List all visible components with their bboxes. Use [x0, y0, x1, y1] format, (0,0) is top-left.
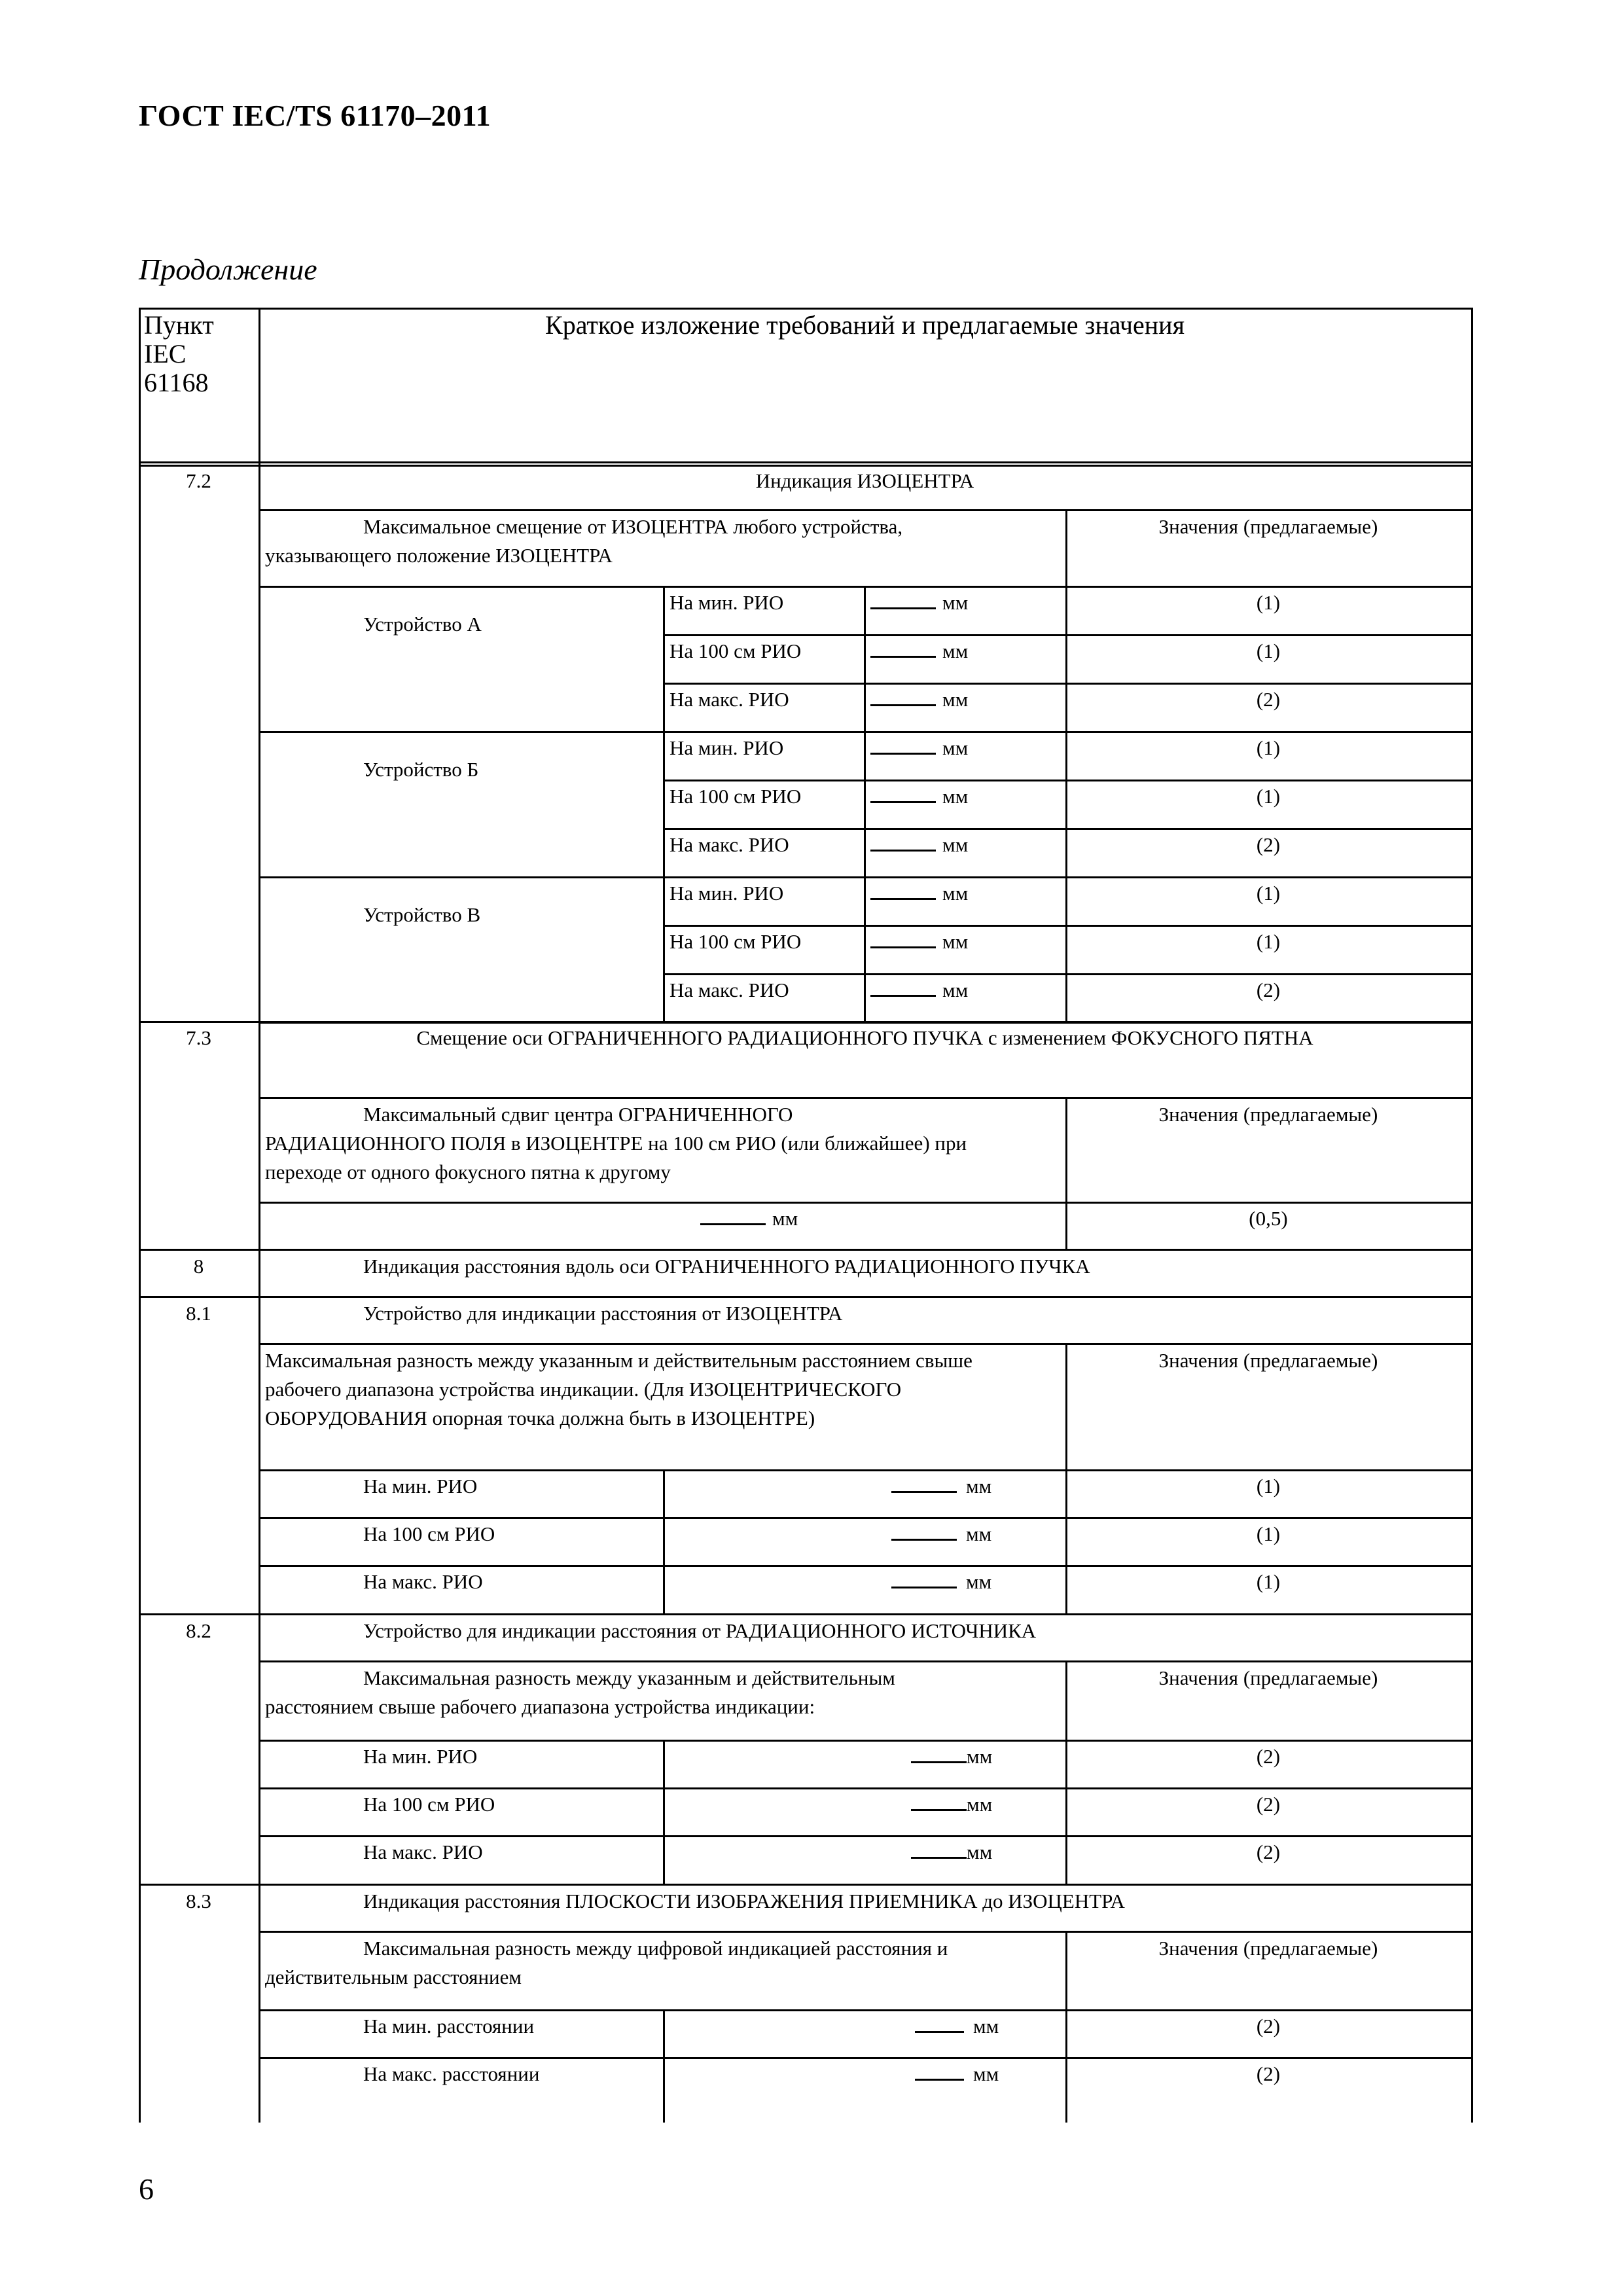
row-border: [259, 1202, 1473, 1204]
measurement-label: На 100 см РИО: [363, 1522, 495, 1545]
suggested-value: (2): [1256, 688, 1281, 711]
unit-label: мм: [942, 833, 969, 856]
measurement-label: На 100 см РИО: [669, 930, 802, 953]
row-border: [663, 683, 1473, 685]
requirement-text-line: расстоянием свыше рабочего диапазона устройства индикации:: [265, 1695, 815, 1718]
section-border: [139, 1613, 1473, 1615]
suggested-value: (1): [1256, 785, 1281, 808]
unit-label: мм: [967, 1840, 993, 1863]
requirement-text-line: Максимальная разность между указанным и действительным: [363, 1666, 895, 1689]
measurement-label: На 100 см РИО: [669, 639, 802, 662]
section-title: Смещение оси ОГРАНИЧЕННОГО РАДИАЦИОННОГО ПУЧКА с изменением ФОКУСНОГО ПЯТНА: [416, 1026, 1313, 1049]
device-label: Устройство В: [363, 903, 481, 926]
measurement-label: На мин. РИО: [669, 736, 784, 759]
measurement-blank: [870, 879, 968, 908]
values-header: Значения (предлагаемые): [1158, 515, 1378, 538]
blank-field: [870, 590, 936, 609]
suggested-value: (1): [1256, 591, 1281, 614]
clause-number: 8.3: [186, 1890, 211, 1912]
suggested-value: (1): [1256, 1522, 1281, 1545]
measurement-label: На макс. РИО: [363, 1840, 483, 1863]
column-divider: [663, 731, 665, 878]
measurement-label: На макс. РИО: [669, 978, 789, 1001]
row-border: [259, 2057, 1473, 2059]
blank-field: [870, 833, 936, 852]
blank-field: [870, 687, 936, 706]
summary-column-header: Краткое изложение требований и предлагаемые значения: [545, 310, 1185, 340]
suggested-value: (1): [1256, 736, 1281, 759]
row-border: [259, 1787, 1473, 1789]
section-title: Индикация расстояния вдоль оси ОГРАНИЧЕННОГО РАДИАЦИОННОГО ПУЧКА: [363, 1255, 1090, 1278]
table-top-border: [139, 308, 1473, 310]
section-title: Устройство для индикации расстояния от РАДИАЦИОННОГО ИСТОЧНИКА: [363, 1619, 1037, 1642]
clause-number: 7.2: [186, 469, 211, 492]
blank-field: [870, 736, 936, 755]
measurement-blank: [911, 1790, 992, 1819]
unit-label: мм: [942, 978, 969, 1001]
unit-label: мм: [973, 2015, 999, 2037]
suggested-value: (2): [1256, 833, 1281, 856]
measurement-label: На макс. РИО: [669, 688, 789, 711]
column-divider: [864, 731, 866, 878]
suggested-value: (1): [1256, 1475, 1281, 1498]
clause-column-header: IEC: [144, 339, 187, 368]
measurement-label: На мин. РИО: [363, 1475, 478, 1498]
blank-field: [700, 1206, 766, 1225]
measurement-blank: [891, 1520, 991, 1549]
unit-label: мм: [772, 1207, 798, 1230]
column-divider: [864, 586, 866, 733]
blank-field: [891, 1522, 957, 1541]
continuation-label: Продолжение: [139, 253, 317, 286]
header-bottom-border: [139, 461, 1473, 463]
row-border: [663, 973, 1473, 975]
values-header: Значения (предлагаемые): [1158, 1103, 1378, 1126]
blank-field: [870, 784, 936, 803]
measurement-blank: [700, 1204, 798, 1233]
measurement-blank: [870, 734, 968, 762]
row-border: [663, 828, 1473, 830]
unit-label: мм: [966, 1570, 992, 1593]
requirement-text-line: РАДИАЦИОННОГО ПОЛЯ в ИЗОЦЕНТРЕ на 100 см РИО (или ближайшее) при: [265, 1132, 967, 1155]
section-title: Устройство для индикации расстояния от ИЗОЦЕНТРА: [363, 1302, 843, 1325]
measurement-label: На 100 см РИО: [363, 1793, 495, 1816]
row-border: [663, 634, 1473, 636]
suggested-value: (1): [1256, 1570, 1281, 1593]
measurement-label: На 100 см РИО: [669, 785, 802, 808]
values-column-divider: [1065, 586, 1067, 733]
row-border: [259, 1469, 1473, 1471]
requirement-text-line: ОБОРУДОВАНИЯ опорная точка должна быть в ИЗОЦЕНТРЕ): [265, 1407, 815, 1429]
section-title: Индикация ИЗОЦЕНТРА: [755, 469, 974, 492]
suggested-value: (1): [1256, 639, 1281, 662]
measurement-label: На мин. РИО: [363, 1745, 478, 1768]
row-border: [259, 1835, 1473, 1837]
measurement-blank: [870, 637, 968, 666]
requirement-text-line: действительным расстоянием: [265, 1965, 522, 1988]
table-right-border: [1471, 308, 1473, 2123]
requirement-text-line: Максимальная разность между указанным и действительным расстоянием свыше: [265, 1349, 972, 1372]
requirement-text-line: указывающего положение ИЗОЦЕНТРА: [265, 544, 613, 567]
measurement-label: На макс. РИО: [363, 1570, 483, 1593]
measurement-label: На мин. РИО: [669, 591, 784, 614]
requirement-text-line: переходе от одного фокусного пятна к другому: [265, 1160, 671, 1183]
unit-label: мм: [942, 785, 969, 808]
column-divider: [663, 876, 665, 1024]
unit-label: мм: [942, 882, 969, 905]
row-border: [259, 2009, 1473, 2011]
clause-number: 8.1: [186, 1302, 211, 1325]
blank-field: [915, 2062, 964, 2081]
clause-column-header: Пункт: [144, 310, 214, 340]
measurement-label: На макс. РИО: [669, 833, 789, 856]
page-number: 6: [139, 2172, 154, 2206]
document-header: ГОСТ IEC/TS 61170–2011: [139, 99, 491, 132]
row-border: [259, 1660, 1473, 1662]
measurement-blank: [911, 1838, 992, 1867]
blank-field: [870, 881, 936, 900]
row-border: [663, 925, 1473, 927]
clause-number: 8.2: [186, 1619, 211, 1642]
device-label: Устройство Б: [363, 758, 479, 781]
section-border: [139, 1296, 1473, 1298]
values-header: Значения (предлагаемые): [1158, 1349, 1378, 1372]
column-divider: [663, 586, 665, 733]
blank-field: [870, 978, 936, 997]
measurement-blank: [911, 1742, 992, 1771]
suggested-value: (2): [1256, 2015, 1281, 2037]
column-divider: [663, 2009, 665, 2123]
unit-label: мм: [967, 1745, 993, 1768]
unit-label: мм: [966, 1522, 992, 1545]
blank-field: [870, 929, 936, 948]
column-divider: [663, 1740, 665, 1886]
requirement-text-line: Максимальное смещение от ИЗОЦЕНТРА любого устройства,: [363, 515, 903, 538]
unit-label: мм: [966, 1475, 992, 1498]
clause-number: 7.3: [186, 1026, 211, 1049]
column-divider: [864, 876, 866, 1024]
row-border: [259, 1517, 1473, 1519]
unit-label: мм: [942, 736, 969, 759]
suggested-value: (2): [1256, 1793, 1281, 1816]
measurement-blank: [915, 2012, 999, 2041]
section-border: [139, 1249, 1473, 1251]
unit-label: мм: [973, 2062, 999, 2085]
clause-column-header: 61168: [144, 368, 209, 397]
column-divider: [663, 1469, 665, 1615]
suggested-value: (2): [1256, 2062, 1281, 2085]
requirement-text-line: рабочего диапазона устройства индикации. (Для ИЗОЦЕНТРИЧЕСКОГО: [265, 1378, 902, 1401]
suggested-value: (1): [1256, 930, 1281, 953]
measurement-label: На макс. расстоянии: [363, 2062, 540, 2085]
row-border: [259, 1740, 1473, 1742]
device-label: Устройство А: [363, 613, 482, 636]
values-header: Значения (предлагаемые): [1158, 1666, 1378, 1689]
unit-label: мм: [942, 639, 969, 662]
row-border: [259, 1931, 1473, 1933]
measurement-blank: [870, 927, 968, 956]
blank-field: [891, 1474, 957, 1493]
suggested-value: (0,5): [1249, 1207, 1288, 1230]
unit-label: мм: [942, 930, 969, 953]
values-header: Значения (предлагаемые): [1158, 1937, 1378, 1960]
unit-label: мм: [942, 688, 969, 711]
requirement-text-line: Максимальная разность между цифровой индикацией расстояния и: [363, 1937, 948, 1960]
suggested-value: (2): [1256, 1745, 1281, 1768]
blank-field: [891, 1570, 957, 1588]
measurement-blank: [870, 831, 968, 859]
measurement-blank: [870, 685, 968, 714]
section-title: Индикация расстояния ПЛОСКОСТИ ИЗОБРАЖЕНИЯ ПРИЕМНИКА до ИЗОЦЕНТРА: [363, 1890, 1125, 1912]
blank-field: [911, 1744, 967, 1763]
row-border: [259, 1097, 1473, 1099]
blank-field: [911, 1792, 967, 1811]
values-column-divider: [1065, 876, 1067, 1024]
table-left-border: [139, 308, 141, 2123]
measurement-blank: [891, 1472, 991, 1501]
suggested-value: (2): [1256, 1840, 1281, 1863]
measurement-label: На мин. РИО: [669, 882, 784, 905]
suggested-value: (1): [1256, 882, 1281, 905]
values-column-divider: [1065, 731, 1067, 878]
measurement-blank: [870, 588, 968, 617]
suggested-value: (2): [1256, 978, 1281, 1001]
row-border: [663, 780, 1473, 781]
row-border: [259, 509, 1473, 511]
blank-field: [870, 639, 936, 658]
row-border: [259, 586, 1473, 588]
requirement-text-line: Максимальный сдвиг центра ОГРАНИЧЕННОГО: [363, 1103, 793, 1126]
measurement-label: На мин. расстоянии: [363, 2015, 535, 2037]
measurement-blank: [891, 1568, 991, 1596]
row-border: [259, 1565, 1473, 1567]
clause-number: 8: [193, 1255, 204, 1278]
device-group-border: [259, 876, 1473, 878]
measurement-blank: [870, 976, 968, 1005]
unit-label: мм: [967, 1793, 993, 1816]
section-border: [139, 1884, 1473, 1886]
clause-column-divider: [259, 308, 260, 2123]
blank-field: [915, 2014, 964, 2033]
section-top-border: [139, 1021, 1473, 1023]
blank-field: [911, 1840, 967, 1859]
measurement-blank: [915, 2060, 999, 2089]
unit-label: мм: [942, 591, 969, 614]
device-group-border: [259, 731, 1473, 733]
measurement-blank: [870, 782, 968, 811]
row-border: [259, 1343, 1473, 1345]
